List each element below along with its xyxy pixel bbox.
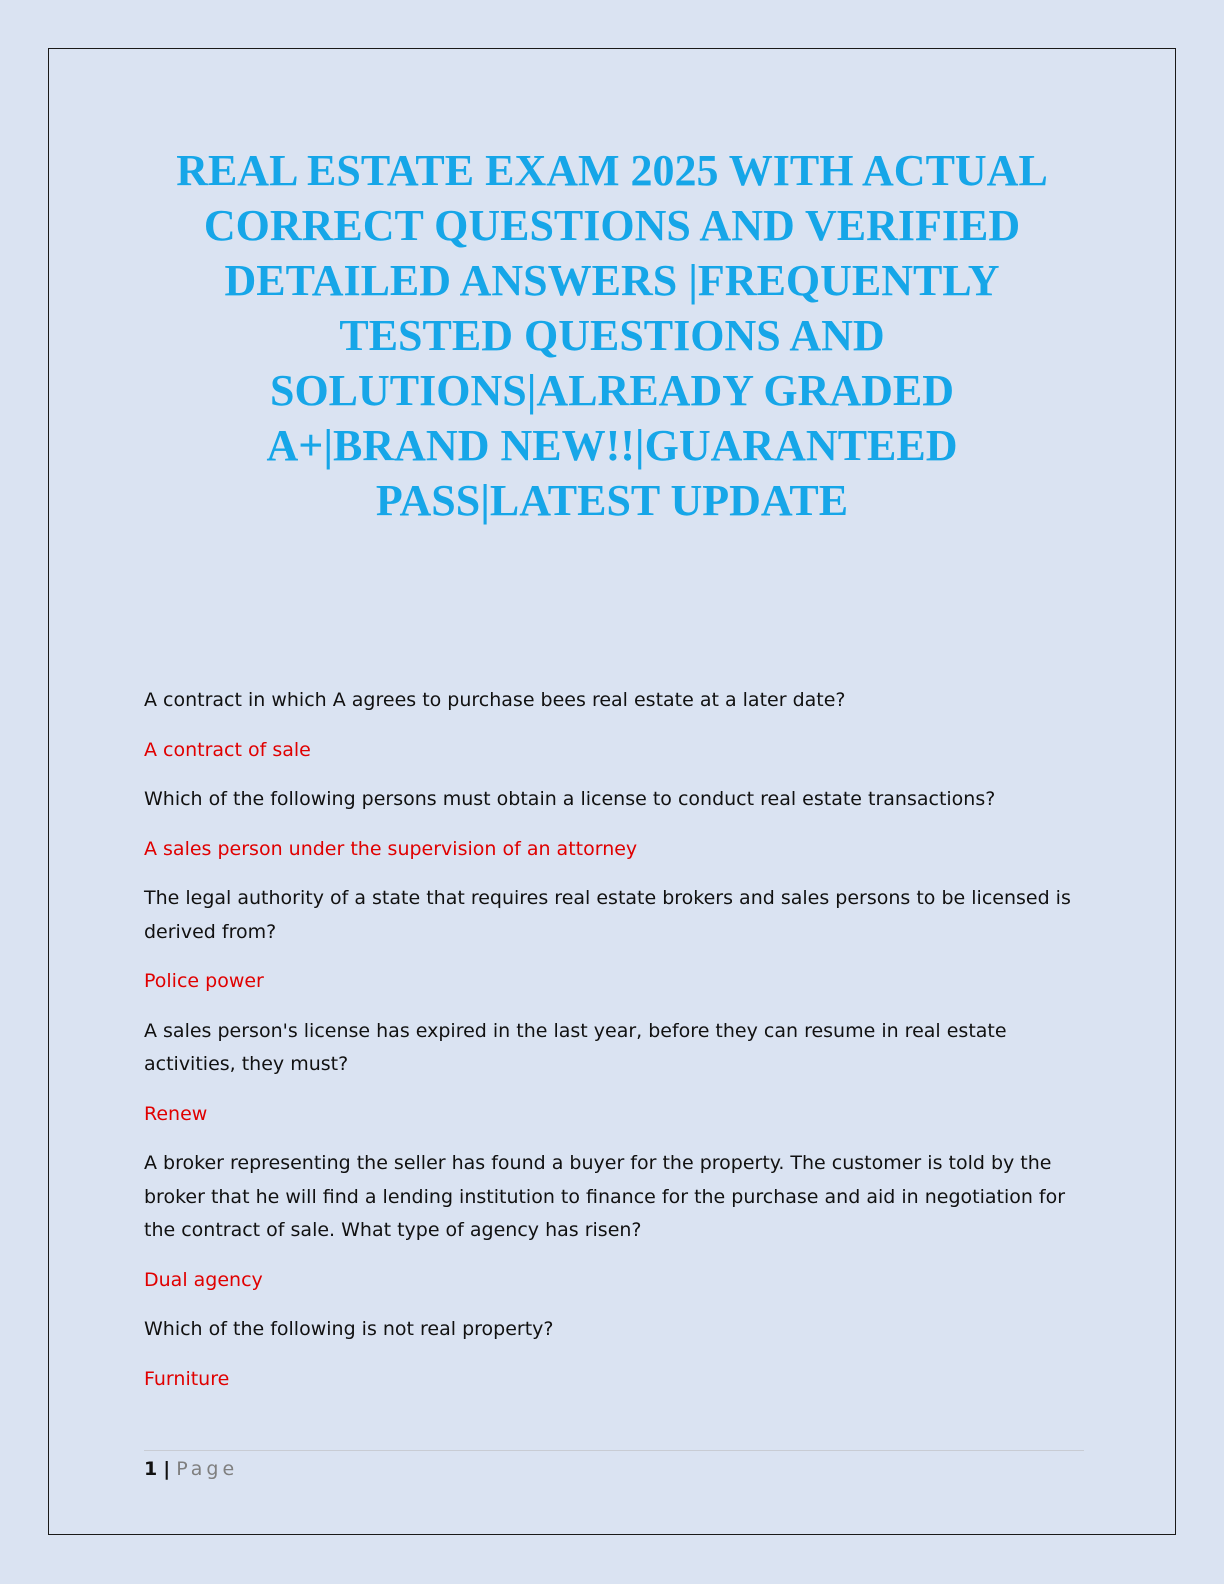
page-footer — [144, 1456, 238, 1482]
footer-separator: | — [163, 1458, 171, 1480]
question-answer-list — [144, 684, 1084, 1412]
question-6: Which of the following is not real property? — [144, 1318, 554, 1340]
title-line: PASS|LATEST UPDATE — [375, 476, 849, 525]
title-line: SOLUTIONS|ALREADY GRADED — [269, 366, 955, 415]
question-2: Which of the following persons must obtain a license to conduct real estate transactions? — [144, 788, 996, 810]
answer-4: Renew — [144, 1102, 208, 1125]
page-label: Page — [176, 1458, 239, 1480]
title-line: CORRECT QUESTIONS AND VERIFIED — [203, 201, 1021, 250]
footer-divider — [144, 1450, 1084, 1451]
answer-6: Furniture — [144, 1367, 230, 1390]
title-line: REAL ESTATE EXAM 2025 WITH ACTUAL — [176, 146, 1048, 195]
document-title — [110, 143, 1114, 528]
question-4: A sales person's license has expired in the last year, before they can resume in real estate activities, they must? — [144, 1019, 1007, 1075]
answer-5: Dual agency — [144, 1268, 263, 1291]
answer-3: Police power — [144, 970, 264, 992]
page-number: 1 — [144, 1458, 158, 1480]
answer-2: A sales person under the supervision of an attorney — [144, 837, 638, 860]
answer-1: A contract of sale — [144, 738, 311, 761]
question-5: A broker representing the seller has found a buyer for the property. The customer is told by the broker that he will find a lending institution to finance for the purchase and aid in negotiation for the contract of sale. What type of agency has risen? — [144, 1152, 1066, 1241]
title-line: A+|BRAND NEW!!|GUARANTEED — [266, 421, 958, 470]
title-line: TESTED QUESTIONS AND — [339, 311, 885, 360]
question-3: The legal authority of a state that requires real estate brokers and sales persons to be licensed is derived from? — [144, 887, 1071, 943]
title-line: DETAILED ANSWERS |FREQUENTLY — [224, 256, 1000, 305]
question-1: A contract in which A agrees to purchase bees real estate at a later date? — [144, 689, 846, 711]
